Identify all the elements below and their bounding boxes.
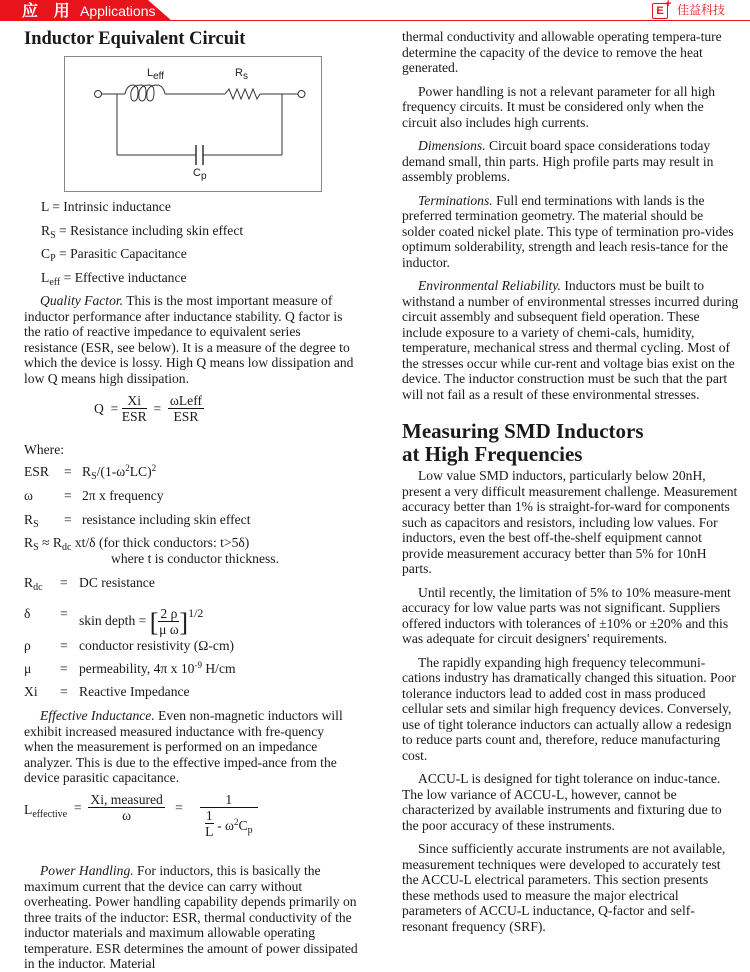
terminations-heading: Terminations. [418,192,493,208]
definition-item: $R_S$ = Resistance including skin effect [41,222,244,241]
capacitor-label: $C_p$ [193,167,207,182]
dimensions-heading: Dimensions. [418,138,486,153]
environmental-heading: Environmental Reliability. [418,278,561,293]
paragraph-power-relevance: Power handling is not a relevant parameter for all high frequency circuits. It must be considered only when the circuit also includes high currents. [402,83,716,130]
definition-item: $C_P$ = Parasitic Capacitance [41,246,187,264]
circuit-diagram [64,56,322,192]
section-label-en: Applications [80,3,156,19]
definition-item: L = Intrinsic inductance [41,199,171,214]
paragraph-thermal: thermal conductivity and allowable operating tempera-ture determine the capacity of the device to remove the heat generated. [402,29,722,75]
paragraph-telecom: The rapidly expanding high frequency telecommuni-cations industry has dramatically changed this situation. Poor tolerance inductors lead to added cost in mass produced cellular sets and similar high frequency devices. Conversely, use of tight tolerance inductors can actually allow a redesign to reduce parts count and, therefore, reduce manufacturing cost. [402,654,736,763]
power-handling-paragraph: Power Handling. For inductors, this is basically the maximum current that the device can carry without overheating. Power handling capability depends primarily on three traits of the inductor: ESR, thermal conductivity of the inductor materials and maximum allowable operating temperature. ESR determines the amount of power dissipated in the inductor. Material [24,863,358,971]
definition-list [41,199,361,293]
header-rule [0,20,750,21]
paragraph-limitation: Until recently, the limitation of 5% to 10% measure-ment accuracy for low value parts was not significant. Suppliers offered inductors with tolerances of ±10% or ±20% and this was adequate for circuit designers' requirements. [402,584,731,646]
company-logo-icon: E [652,3,668,19]
definition-item: $L_{eff}$ = Effective inductance [41,269,187,288]
paragraph-dimensions: Dimensions. Circuit board space considerations today demand small, thin parts. High profile parts may result in assembly problems. [402,138,714,184]
paragraph-techniques: Since sufficiently accurate instruments are not available, measurement techniques were developed to accurately test the ACCU-L electrical parameters. This section presents these methods used to measure the major electrical parameters of ACCU-L inductance, Q-factor and self-resonant frequency (SRF). [402,841,726,934]
section-title: Inductor Equivalent Circuit [24,29,246,49]
inductor-label: $L_{eff}$ [147,67,165,82]
quality-factor-heading: Quality Factor. [40,293,124,308]
rs-approximation: $R_S \approx R_{dc}$ xt/δ (for thick conductors: t>5δ) where t is conductor thickness. [24,535,279,566]
paragraph-accu-l: ACCU-L is designed for tight tolerance on induc-tance. The low variance of ACCU-L, however, cannot be characterized by available instruments and fixturing due to the poor accuracy of these instruments. [402,771,722,833]
power-handling-heading: Power Handling. [40,863,134,878]
effective-inductance-paragraph: Effective Inductance. Even non-magnetic inductors will exhibit increased measured inductance with fre-quency when the measurement is performed on an impedance analyzer. This is due to the effective imped-ance from the device parasitic capacitance. [24,708,343,785]
company-name: 佳益科技 [677,3,726,17]
left-column [24,28,356,56]
where-label: Where: [24,442,64,457]
resistor-label: $R_s$ [235,67,248,82]
paragraph-low-value: Low value SMD inductors, particularly below 20nH, present a very difficult measurement challenge. Measurement accuracy better than 1% is straight-for-ward for components such as capacitors and resistors, including low values. For inductors, even the best off-the-shelf equipment cannot provide measurement accuracy better than 5% for 10nH parts. [402,468,738,576]
page-header [0,0,750,22]
q-formula: Q = $\frac{Xi}{\text{ESR}}$ = $\frac{\text{ωLeff}}{\text{ESR}}$ [94,393,202,424]
leff-formula: $L_{effective}$ = $\frac{\text{Xi, measured}}{\omega}$ = 1 $\frac{1}{L}$ - $\omega^2C_p$ [24,792,258,839]
paragraph-terminations: Terminations. Full end terminations with lands is the preferred termination geometry. The material should be solder coated nickel plate. This type of termination pro-vides optimum solderability, strength and leach resis-tance for the inductor. [402,192,734,270]
right-column [402,29,739,934]
paragraph-environmental: Environmental Reliability. Inductors must be built to withstand a number of environmental stresses incurred during circuit assembly and subsequent field operation. These include exposure to a variety of chemi-cals, humidity, temperature, mechanical stress and thermal cycling. Most of the stresses occur while cur-rent and voltage bias exist on the device. The inductor construction must be such that the part will not fail as a result of these environmental stresses. [402,278,739,402]
logo-plus-icon: + [665,0,672,10]
effective-inductance-heading: Effective Inductance. [40,708,155,723]
section-title-2: Measuring SMD Inductors at High Frequencies [402,419,644,466]
quality-factor-paragraph: Quality Factor. This is the most important measure of inductor performance after inductance stability. Q factor is the ratio of reactive impedance to equivalent series resistance (ESR, see below). It is a measure of the degree to which the device is lossy. High Q means low dissipation and low Q means high dissipation. [24,293,354,386]
section-label-cn: 应 用 [22,1,75,20]
